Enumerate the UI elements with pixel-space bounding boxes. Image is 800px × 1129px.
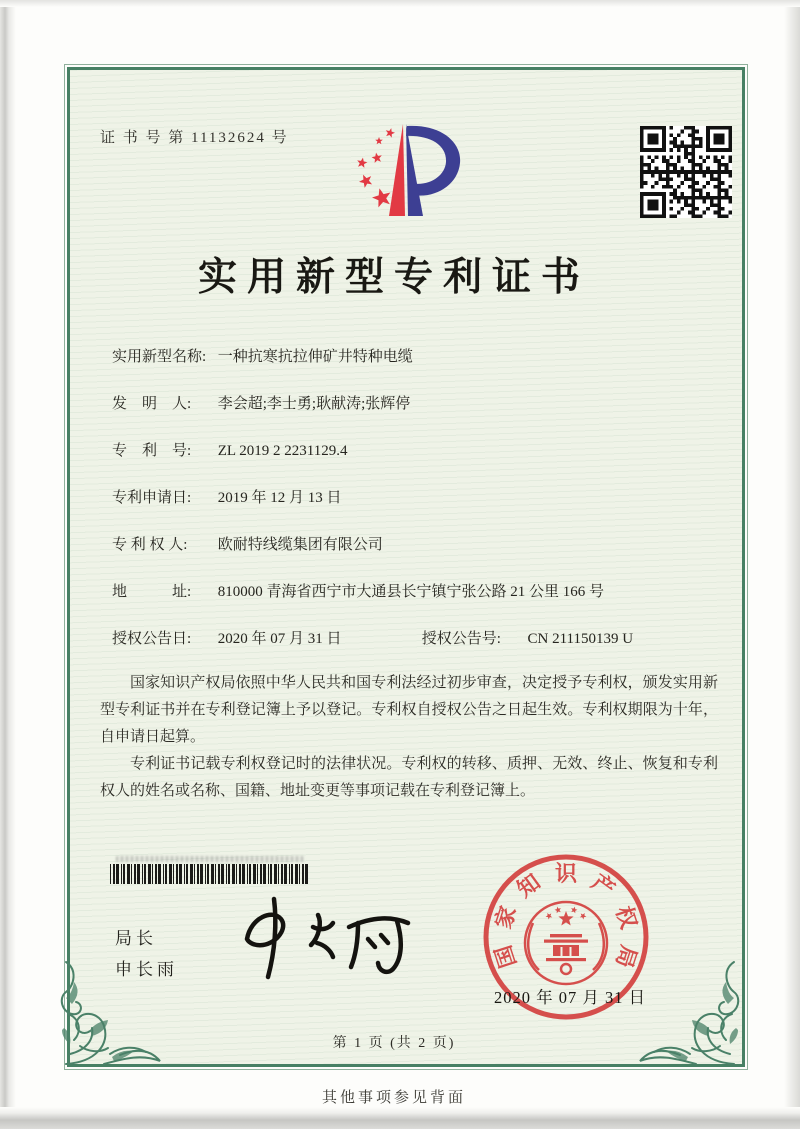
svg-text:识: 识: [554, 861, 578, 886]
scan-edge-right: [784, 0, 800, 1129]
field-value: 2019 年 12 月 13 日: [217, 490, 342, 506]
certificate-body-text: [100, 670, 718, 805]
certificate-title: 实用新型专利证书: [197, 256, 590, 299]
field-patent-number: [112, 440, 720, 462]
svg-text:权: 权: [611, 903, 642, 932]
field-label: 专利申请日:: [112, 490, 192, 506]
signature-icon: [225, 893, 420, 985]
certificate-number: 证 书 号 第 11132624 号: [100, 130, 289, 146]
field-application-date: [112, 487, 720, 509]
field-value: CN 211150139 U: [527, 631, 634, 647]
field-label: 授权公告日:: [112, 631, 192, 647]
field-label: 专 利 号:: [112, 443, 192, 459]
field-label: 发 明 人:: [112, 396, 192, 412]
barcode-icon: [110, 864, 312, 884]
certificate-fields: [112, 346, 720, 675]
field-value: 810000 青海省西宁市大通县长宁镇宁张公路 21 公里 166 号: [217, 584, 605, 600]
field-value: 李会超;李士勇;耿献涛;张辉停: [217, 396, 411, 412]
field-label: 专 利 权 人:: [112, 537, 188, 553]
field-address: [112, 581, 720, 603]
body-paragraph: 国家知识产权局依照中华人民共和国专利法经过初步审查，决定授予专利权，颁发实用新型专利证书并在专利登记簿上予以登记。专利权自授权公告之日起生效。专利权期限为十年，自申请日起算。: [100, 675, 718, 745]
svg-text:产: 产: [587, 869, 620, 903]
scan-edge-bottom: [0, 1107, 800, 1129]
field-label: 授权公告号:: [421, 631, 501, 647]
svg-text:国: 国: [490, 942, 521, 971]
cnipa-patent-logo-icon: [348, 118, 472, 224]
body-paragraph: 专利证书记载专利权登记时的法律状况。专利权的转移、质押、无效、终止、恢复和专利权人的姓名或名称、国籍、地址变更等事项记载在专利登记簿上。: [100, 756, 718, 799]
qr-code-icon: [640, 126, 732, 218]
back-side-note: 其他事项参见背面: [321, 1090, 466, 1106]
field-value: 2020 年 07 月 31 日: [217, 631, 342, 647]
page-number: 第 1 页 (共 2 页): [332, 1036, 456, 1051]
field-value: 欧耐特线缆集团有限公司: [217, 537, 383, 553]
field-grant-row: [112, 628, 720, 650]
field-label: 地 址:: [112, 584, 192, 600]
svg-text:知: 知: [512, 869, 545, 903]
field-grant-date: [112, 628, 418, 650]
scan-edge-top: [0, 0, 800, 7]
field-grant-number: [422, 631, 633, 647]
barcode-smudge: [116, 856, 304, 862]
officer-name: 申长雨: [115, 960, 178, 979]
agency-seal-icon: [464, 835, 668, 1039]
svg-text:家: 家: [490, 903, 521, 932]
seal-date: 2020 年 07 月 31 日: [494, 988, 647, 1007]
national-emblem-icon: [525, 902, 607, 984]
svg-text:局: 局: [611, 942, 642, 971]
field-utility-model-name: [112, 346, 720, 368]
field-value: ZL 2019 2 2231129.4: [217, 443, 348, 459]
scan-edge-left: [0, 0, 16, 1129]
field-value: 一种抗寒抗拉伸矿井特种电缆: [217, 349, 413, 365]
officer-title: 局长: [115, 929, 157, 948]
field-patentee: [112, 534, 720, 556]
field-inventors: [112, 393, 720, 415]
field-label: 实用新型名称:: [112, 349, 207, 365]
